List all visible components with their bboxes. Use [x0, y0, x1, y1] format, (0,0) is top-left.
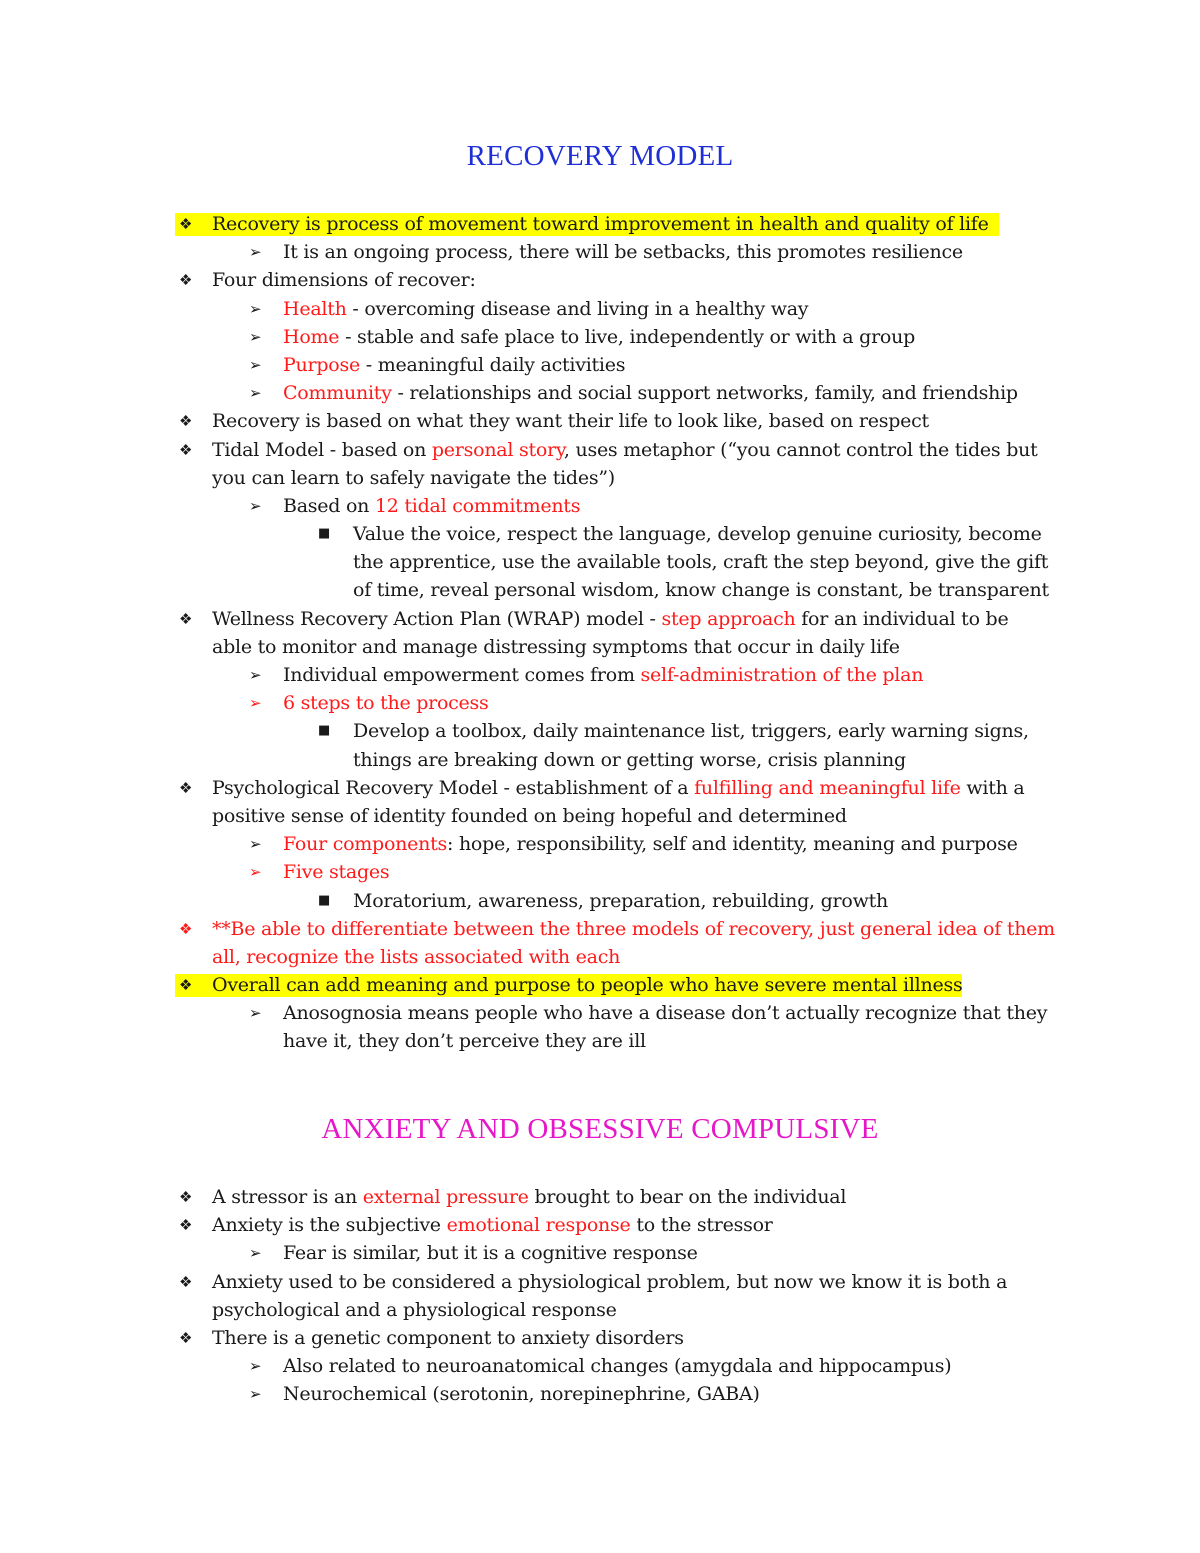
item-text	[283, 323, 915, 351]
item-text: Fear is similar, but it is a cognitive response	[283, 1242, 698, 1265]
diamond-bullet-icon: ❖	[179, 1188, 193, 1206]
item-text: Five stages	[283, 861, 390, 884]
item-pre: A stressor is an	[212, 1186, 363, 1208]
item-text	[212, 436, 1037, 464]
arrow-bullet-icon: ➢	[249, 1244, 262, 1263]
item-text	[283, 492, 580, 520]
key-term: external pressure	[362, 1186, 529, 1208]
item-text	[283, 830, 1018, 858]
item-text: psychological and a physiological response	[212, 1298, 617, 1321]
item-text	[283, 661, 923, 689]
diamond-bullet-icon: ❖	[179, 1272, 193, 1291]
diamond-bullet-icon: ❖	[179, 215, 193, 233]
item-text: It is an ongoing process, there will be setbacks, this promotes resilience	[283, 241, 963, 264]
item-rest: - stable and safe place to live, independently or with a group	[339, 325, 915, 348]
key-term: Community	[283, 382, 392, 405]
square-bullet-icon: ■	[318, 892, 331, 908]
list-item	[0, 661, 1200, 689]
item-text: the apprentice, use the available tools, craft the step beyond, give the gift	[353, 551, 1049, 574]
item-text	[283, 379, 1018, 407]
list-item	[0, 689, 1200, 717]
item-text: Also related to neuroanatomical changes (amygdala and hippocampus)	[283, 1355, 952, 1378]
list-item	[0, 1268, 1200, 1296]
item-text: positive sense of identity founded on being hopeful and determined	[212, 804, 847, 827]
arrow-bullet-icon: ➢	[249, 1004, 262, 1023]
list-item	[0, 436, 1200, 464]
key-term: 12 tidal commitments	[374, 494, 581, 517]
diamond-bullet-icon: ❖	[179, 778, 193, 797]
list-item	[0, 999, 1200, 1027]
item-post: , uses metaphor (“you cannot control the tides but	[563, 438, 1038, 461]
item-text	[212, 1183, 846, 1211]
item-text: Four dimensions of recover:	[212, 269, 476, 292]
list-item	[0, 379, 1200, 407]
item-text: Overall can add meaning and purpose to people who have severe mental illness	[212, 974, 963, 997]
item-text: have it, they don’t perceive they are ill	[283, 1030, 646, 1053]
list-item-continuation	[0, 464, 1200, 492]
list-item	[0, 1324, 1200, 1352]
diamond-bullet-icon: ❖	[179, 412, 193, 431]
item-text: Anosognosia means people who have a disease don’t actually recognize that they	[283, 1002, 1048, 1025]
list-item	[0, 520, 1200, 548]
list-item-continuation	[0, 943, 1200, 971]
item-rest: - overcoming disease and living in a healthy way	[346, 297, 809, 320]
item-pre: Anxiety is the subjective	[212, 1214, 447, 1237]
arrow-bullet-icon: ➢	[249, 1357, 262, 1376]
list-item-continuation	[0, 1027, 1200, 1055]
list-item	[0, 830, 1200, 858]
list-item	[0, 1352, 1200, 1380]
list-item	[0, 295, 1200, 323]
item-text: Neurochemical (serotonin, norepinephrine, GABA)	[283, 1383, 760, 1406]
anxiety-section	[0, 1183, 1200, 1409]
arrow-bullet-icon: ➢	[249, 355, 262, 374]
item-text: Moratorium, awareness, preparation, rebuilding, growth	[353, 889, 888, 912]
item-text: you can learn to safely navigate the tides”)	[212, 466, 615, 489]
key-term: Four components	[283, 833, 447, 856]
arrow-bullet-icon: ➢	[249, 835, 262, 854]
item-post: to the stressor	[630, 1214, 773, 1237]
key-term: Purpose	[283, 353, 360, 376]
arrow-bullet-icon: ➢	[249, 327, 262, 346]
item-text	[283, 295, 808, 323]
item-text: Anxiety used to be considered a physiological problem, but now we know it is both a	[212, 1270, 1008, 1293]
list-item	[0, 717, 1200, 745]
list-item	[0, 774, 1200, 802]
arrow-bullet-icon: ➢	[249, 496, 262, 515]
list-item	[0, 407, 1200, 435]
list-item	[0, 351, 1200, 379]
list-item	[0, 971, 1200, 999]
list-item	[0, 858, 1200, 886]
arrow-bullet-icon: ➢	[249, 863, 262, 882]
arrow-bullet-icon: ➢	[249, 299, 262, 318]
list-item-continuation	[0, 633, 1200, 661]
key-term: personal story	[431, 438, 564, 461]
diamond-bullet-icon: ❖	[179, 609, 193, 628]
list-item-continuation	[0, 1296, 1200, 1324]
item-text	[283, 351, 625, 379]
key-term: step approach	[661, 607, 796, 630]
diamond-bullet-icon: ❖	[179, 976, 193, 995]
key-term: self-administration of the plan	[640, 664, 924, 686]
item-text: able to monitor and manage distressing symptoms that occur in daily life	[212, 635, 900, 658]
key-term: Home	[283, 325, 340, 348]
item-text: 6 steps to the process	[283, 692, 489, 715]
arrow-bullet-icon: ➢	[249, 694, 262, 713]
item-text	[212, 774, 1024, 802]
list-item	[0, 887, 1200, 915]
item-text: of time, reveal personal wisdom, know change is constant, be transparent	[353, 579, 1049, 602]
item-text: There is a genetic component to anxiety disorders	[212, 1326, 684, 1349]
list-item	[0, 323, 1200, 351]
item-text: Recovery is based on what they want their life to look like, based on respect	[212, 410, 929, 433]
item-text: **Be able to differentiate between the three models of recovery, just general idea of them	[212, 917, 1055, 940]
recovery-model-heading: RECOVERY MODEL	[466, 140, 734, 172]
item-pre: Psychological Recovery Model - establishment of a	[212, 776, 695, 799]
square-bullet-icon: ■	[318, 526, 331, 542]
list-item	[0, 605, 1200, 633]
list-item	[0, 1211, 1200, 1239]
item-pre: Tidal Model - based on	[212, 438, 432, 461]
diamond-bullet-icon: ❖	[179, 919, 193, 938]
list-item-continuation	[0, 746, 1200, 774]
item-text	[212, 605, 1008, 633]
key-term: fulfilling and meaningful life	[694, 776, 961, 799]
list-item	[0, 238, 1200, 266]
key-term: emotional response	[446, 1214, 631, 1237]
list-item-continuation	[0, 802, 1200, 830]
item-rest: - meaningful daily activities	[359, 353, 626, 376]
list-item-continuation	[0, 548, 1200, 576]
recovery-section	[0, 210, 1200, 1056]
diamond-bullet-icon: ❖	[179, 1328, 193, 1347]
list-item	[0, 266, 1200, 294]
arrow-bullet-icon: ➢	[249, 666, 262, 684]
item-text: things are breaking down or getting worse, crisis planning	[353, 748, 906, 771]
list-item	[0, 1183, 1200, 1211]
item-post: for an individual to be	[795, 607, 1009, 630]
item-text	[212, 1211, 773, 1239]
list-item	[0, 492, 1200, 520]
item-pre: Individual empowerment comes from	[283, 664, 641, 686]
diamond-bullet-icon: ❖	[179, 271, 193, 290]
item-rest: - relationships and social support networks, family, and friendship	[391, 382, 1018, 405]
arrow-bullet-icon: ➢	[249, 1385, 262, 1404]
item-post: with a	[960, 776, 1025, 799]
arrow-bullet-icon: ➢	[249, 243, 262, 262]
item-text: all, recognize the lists associated with each	[212, 945, 621, 968]
item-text: Value the voice, respect the language, develop genuine curiosity, become	[353, 523, 1042, 546]
item-text: Develop a toolbox, daily maintenance list, triggers, early warning signs,	[353, 720, 1029, 743]
list-item	[0, 1239, 1200, 1267]
item-pre: Wellness Recovery Action Plan (WRAP) model -	[212, 607, 662, 630]
diamond-bullet-icon: ❖	[179, 440, 193, 459]
key-term: Health	[283, 297, 347, 320]
square-bullet-icon: ■	[318, 723, 331, 739]
anxiety-heading: ANXIETY AND OBSESSIVE COMPULSIVE	[321, 1113, 879, 1145]
arrow-bullet-icon: ➢	[249, 384, 262, 403]
item-pre: Based on	[283, 494, 375, 517]
list-item	[0, 915, 1200, 943]
diamond-bullet-icon: ❖	[179, 1216, 193, 1235]
list-item	[0, 1380, 1200, 1408]
item-rest: : hope, responsibility, self and identity, meaning and purpose	[447, 833, 1018, 856]
item-post: brought to bear on the individual	[528, 1186, 847, 1208]
item-text: Recovery is process of movement toward improvement in health and quality of life	[212, 213, 989, 235]
list-item	[0, 210, 1200, 238]
list-item-continuation	[0, 576, 1200, 604]
